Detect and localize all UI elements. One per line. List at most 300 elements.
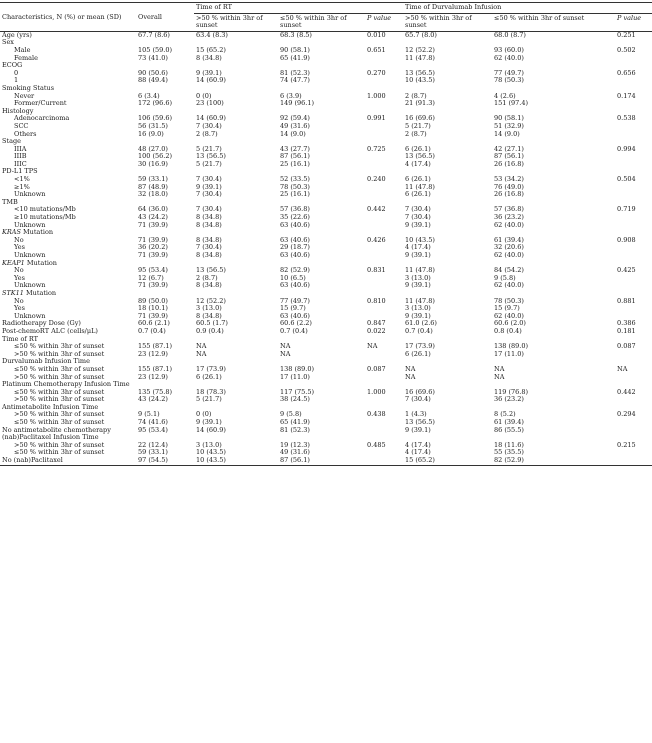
cell-durva-gt50: 2 (8.7)	[405, 91, 427, 100]
cell-p-value-durva	[615, 153, 652, 161]
cell-p-value-durva: 0.502	[617, 45, 636, 54]
cell-durva-le50: 42 (27.1)	[494, 144, 524, 153]
row-label-text: KRAS	[2, 228, 21, 237]
cell-rt-le50: 29 (18.7)	[280, 243, 310, 252]
row-label-suffix: Mutation	[24, 258, 57, 267]
cell-durva-le50: 8 (5.2)	[494, 410, 516, 419]
cell-p-value-durva	[615, 252, 652, 260]
cell-overall: 36 (20.2)	[138, 243, 168, 252]
row-label-text: Yes	[14, 243, 25, 252]
cell-p-value-durva	[615, 351, 652, 359]
cell-overall: 43 (24.2)	[138, 395, 168, 404]
cell-durva-le50: NA	[494, 364, 505, 373]
cell-durva-le50: 84 (54.2)	[494, 266, 524, 275]
cell-overall: 30 (16.9)	[138, 159, 168, 168]
table-row	[0, 184, 652, 192]
cell-durva-gt50: 11 (47.8)	[405, 182, 435, 191]
cell-p-value-durva: 0.504	[617, 175, 636, 184]
cell-durva-gt50: 6 (26.1)	[405, 144, 431, 153]
header-group-row	[0, 3, 652, 14]
cell-rt-le50: 77 (49.7)	[280, 296, 310, 305]
cell-durva-le50: 9 (5.8)	[494, 273, 516, 282]
cell-durva-gt50: 17 (73.9)	[405, 342, 435, 351]
cell-p-value-rt: 0.426	[367, 235, 386, 244]
cell-durva-gt50: 16 (69.6)	[405, 114, 435, 123]
row-label-text: IIIB	[14, 152, 27, 161]
cell-rt-le50: 14 (9.0)	[280, 129, 306, 138]
row-label-text: >50 % within 3hr of sunset	[14, 410, 105, 419]
cell-durva-le50: 60.6 (2.0)	[494, 319, 526, 328]
cell-rt-le50: NA	[280, 342, 291, 351]
cell-durva-gt50: 15 (65.2)	[403, 457, 492, 465]
table-row	[0, 313, 652, 321]
cell-p-value-durva: NA	[617, 364, 628, 373]
cell-durva-gt50: 0.7 (0.4)	[405, 326, 433, 335]
cell-rt-gt50: NA	[196, 342, 207, 351]
table-row	[0, 168, 652, 176]
cell-p-value-rt	[365, 191, 403, 199]
cell-rt-le50: 49 (31.6)	[280, 448, 310, 457]
row-label	[0, 457, 136, 465]
cell-p-value-rt: 0.831	[367, 266, 386, 275]
cell-rt-gt50: 14 (60.9)	[196, 425, 226, 434]
cell-durva-gt50: 11 (47.8)	[405, 53, 435, 62]
cell-durva-le50: 53 (34.2)	[494, 175, 524, 184]
cell-overall: 87 (48.9)	[138, 182, 168, 191]
table-row	[0, 244, 652, 252]
row-label-text: Durvalumab Infusion Time	[2, 357, 90, 366]
cell-rt-gt50: 8 (34.8)	[196, 251, 222, 259]
cell-overall: 105 (59.0)	[138, 45, 173, 54]
cell-durva-le50: NA	[494, 372, 505, 381]
cell-durva-le50: 90 (58.1)	[494, 114, 524, 123]
cell-rt-gt50: 17 (73.9)	[196, 364, 226, 373]
cell-p-value-rt: 0.087	[367, 364, 386, 373]
table-row	[0, 123, 652, 131]
table-row	[0, 55, 652, 63]
cell-durva-le50: 61 (39.4)	[494, 418, 524, 427]
cell-durva-le50	[492, 358, 615, 366]
cell-p-value-rt	[365, 131, 403, 139]
cell-durva-le50: 61 (39.4)	[494, 235, 524, 244]
header-overall: Overall	[136, 13, 194, 31]
cell-rt-le50: 10 (6.5)	[280, 273, 306, 282]
cell-overall: 59 (33.1)	[138, 175, 168, 184]
cell-p-value-durva	[615, 131, 652, 139]
cell-p-value-durva	[615, 77, 652, 85]
cell-rt-le50: 25 (16.1)	[280, 190, 310, 199]
cell-rt-gt50: 18 (78.3)	[196, 387, 226, 396]
cell-rt-gt50: 0.9 (0.4)	[196, 326, 224, 335]
cell-p-value-rt: 0.725	[367, 144, 386, 153]
cell-durva-gt50: 16 (69.6)	[405, 387, 435, 396]
cell-durva-gt50: 65.7 (8.0)	[405, 30, 437, 39]
table-row	[0, 100, 652, 108]
cell-rt-gt50: 7 (30.4)	[196, 175, 222, 184]
table-row	[0, 290, 652, 298]
cell-p-value-rt: 0.810	[367, 296, 386, 305]
cell-durva-gt50: 10 (43.5)	[405, 235, 435, 244]
cell-p-value-durva: 0.719	[617, 205, 636, 214]
row-label-text: Unknown	[14, 220, 46, 229]
cell-rt-le50: 82 (52.9)	[280, 266, 310, 275]
cell-overall: 23 (12.9)	[138, 372, 168, 381]
table-row	[0, 229, 652, 237]
cell-overall: 59 (33.1)	[138, 448, 168, 457]
cell-durva-gt50: 6 (26.1)	[405, 190, 431, 199]
row-label	[0, 31, 136, 39]
cell-p-value-rt: 0.270	[367, 68, 386, 77]
cell-durva-le50: 62 (40.0)	[494, 311, 524, 320]
header-rt-le50: ≤50 % within 3hr of sunset	[278, 13, 365, 31]
cell-rt-le50: 15 (9.7)	[280, 304, 306, 313]
cell-durva-gt50: 6 (26.1)	[405, 349, 431, 358]
table-row	[0, 252, 652, 260]
cell-durva-le50: 151 (97.4)	[494, 99, 529, 108]
cell-p-value-durva: 0.994	[617, 144, 636, 153]
row-label-text: ≥1%	[14, 182, 30, 191]
table-row	[0, 161, 652, 169]
cell-rt-le50: 49 (31.6)	[280, 121, 310, 130]
row-label-text: TMB	[2, 197, 18, 206]
cell-durva-le50: 62 (40.0)	[494, 251, 524, 259]
cell-durva-gt50: 4 (17.4)	[405, 448, 431, 457]
cell-p-value-rt	[365, 427, 403, 435]
row-label-text: Male	[14, 45, 31, 54]
row-label-text: Sex	[2, 38, 14, 47]
cell-overall: 18 (10.1)	[138, 304, 168, 313]
cell-p-value-rt: 0.240	[367, 175, 386, 184]
table-row	[0, 222, 652, 230]
cell-rt-gt50: 63.4 (8.3)	[196, 30, 228, 39]
cell-rt-gt50: 0 (0)	[196, 410, 212, 419]
cell-p-value-durva: 0.251	[617, 30, 636, 39]
cell-durva-le50: 76 (49.0)	[494, 182, 524, 191]
cell-rt-gt50: 10 (43.5)	[194, 457, 278, 465]
cell-durva-gt50: 21 (91.3)	[405, 99, 435, 108]
cell-rt-le50: 92 (59.4)	[280, 114, 310, 123]
row-label-text: Post-chemoRT ALC (cells/μL)	[2, 326, 98, 335]
cell-rt-gt50: 6 (26.1)	[196, 372, 222, 381]
cell-rt-gt50: 9 (39.1)	[196, 182, 222, 191]
table-row	[0, 305, 652, 313]
cell-rt-le50: 65 (41.9)	[280, 418, 310, 427]
header-group-rt: Time of RT	[194, 3, 403, 14]
cell-rt-gt50: 8 (34.8)	[196, 235, 222, 244]
cell-durva-le50: 62 (40.0)	[494, 220, 524, 229]
row-label-text: Unknown	[14, 311, 46, 320]
row-label-text: ≤50 % within 3hr of sunset	[14, 448, 105, 457]
cell-rt-gt50: 8 (34.8)	[196, 53, 222, 62]
row-label-text: Others	[14, 129, 37, 138]
cell-durva-le50: 82 (52.9)	[492, 457, 615, 465]
cell-p-value-rt	[365, 374, 403, 382]
cell-durva-gt50: 12 (52.2)	[405, 45, 435, 54]
row-label-text: IIIC	[14, 159, 27, 168]
row-label-text: Stage	[2, 137, 21, 146]
cell-overall: 71 (39.9)	[138, 220, 168, 229]
cell-rt-le50: 149 (96.1)	[280, 99, 315, 108]
cell-p-value-rt	[365, 305, 403, 313]
cell-rt-le50	[278, 336, 365, 344]
cell-durva-le50: 17 (11.0)	[494, 349, 524, 358]
cell-rt-gt50: NA	[196, 349, 207, 358]
cell-p-value-rt: 0.651	[367, 45, 386, 54]
cell-p-value-durva	[615, 55, 652, 63]
cell-p-value-durva	[615, 123, 652, 131]
cell-rt-le50: 117 (75.5)	[280, 387, 315, 396]
cell-durva-le50: 14 (9.0)	[494, 129, 520, 138]
table-header	[0, 3, 652, 32]
cell-durva-le50: 77 (49.7)	[494, 68, 524, 77]
cell-rt-gt50: 3 (13.0)	[196, 304, 222, 313]
cell-overall: 12 (6.7)	[138, 273, 164, 282]
cell-durva-gt50: 9 (39.1)	[405, 311, 431, 320]
row-label-text: ≤50 % within 3hr of sunset	[14, 418, 105, 427]
cell-rt-gt50: 0 (0)	[196, 91, 212, 100]
cell-p-value-rt	[365, 123, 403, 131]
table-row	[0, 138, 652, 146]
row-label-text: 0	[14, 68, 19, 77]
header-durva-gt50: >50 % within 3hr of sunset	[403, 13, 492, 31]
cell-rt-gt50	[194, 336, 278, 344]
table-row	[0, 131, 652, 139]
cell-rt-gt50: 7 (30.4)	[196, 205, 222, 214]
cell-rt-gt50: 7 (30.4)	[196, 121, 222, 130]
row-label-text: No	[14, 296, 24, 305]
table-row	[0, 39, 652, 47]
cell-rt-gt50: 9 (39.1)	[196, 418, 222, 427]
cell-overall: 16 (9.0)	[138, 129, 164, 138]
cell-durva-le50: 15 (9.7)	[494, 304, 520, 313]
cell-durva-gt50: 5 (21.7)	[405, 121, 431, 130]
row-label-text: Unknown	[14, 281, 46, 290]
cell-durva-le50: 4 (2.6)	[494, 91, 516, 100]
cell-durva-le50: 18 (11.6)	[494, 440, 524, 449]
cell-overall: 23 (12.9)	[138, 349, 168, 358]
row-label-text: No	[14, 235, 24, 244]
cell-rt-gt50: 23 (100)	[196, 99, 224, 108]
cell-rt-le50: 57 (36.8)	[280, 205, 310, 214]
row-label-text: Smoking Status	[2, 83, 55, 92]
row-label-text: ≥10 mutations/Mb	[14, 213, 76, 222]
table-row	[0, 115, 652, 123]
cell-rt-gt50: 5 (21.7)	[196, 144, 222, 153]
cell-rt-le50: 6 (3.9)	[280, 91, 302, 100]
table-row	[0, 62, 652, 70]
cell-p-value-durva	[615, 419, 652, 427]
cell-durva-le50: 32 (20.6)	[494, 243, 524, 252]
cell-rt-gt50: 8 (34.8)	[196, 213, 222, 222]
cell-overall: 71 (39.9)	[138, 251, 168, 259]
cell-p-value-rt	[365, 457, 403, 465]
header-p-value-durva	[615, 13, 652, 31]
cell-p-value-rt: 0.010	[367, 30, 386, 39]
cell-p-value-durva: 0.425	[617, 266, 636, 275]
cell-p-value-durva: 0.215	[617, 440, 636, 449]
cell-p-value-rt	[365, 55, 403, 63]
cell-rt-le50: 63 (40.6)	[280, 251, 310, 259]
row-label-text: PD-L1 TPS	[2, 167, 38, 176]
row-label-text: >50 % within 3hr of sunset	[14, 395, 105, 404]
table-row	[0, 93, 652, 101]
cell-durva-gt50: 11 (47.8)	[405, 296, 435, 305]
cell-durva-gt50: 9 (39.1)	[405, 251, 431, 259]
cell-rt-le50: 63 (40.6)	[280, 220, 310, 229]
cell-p-value-rt	[365, 184, 403, 192]
cell-durva-le50: 86 (55.5)	[494, 425, 524, 434]
header-characteristics: Characteristics, N (%) or mean (SD)	[0, 13, 136, 31]
cell-rt-gt50: 60.5 (1.7)	[196, 319, 228, 328]
row-label-suffix: Mutation	[20, 228, 54, 237]
cell-rt-gt50: 15 (65.2)	[196, 45, 226, 54]
table-row	[0, 85, 652, 93]
row-label-text: Radiotherapy Dose (Gy)	[2, 319, 81, 328]
cell-p-value-rt	[365, 396, 403, 404]
cell-durva-le50: 26 (16.8)	[494, 159, 524, 168]
cell-durva-le50: 55 (35.5)	[494, 448, 524, 457]
row-label-text: Female	[14, 53, 38, 62]
cell-rt-le50: 19 (12.3)	[280, 440, 310, 449]
cell-p-value-durva	[615, 184, 652, 192]
cell-rt-gt50: 13 (56.5)	[196, 266, 226, 275]
cell-durva-le50: 36 (23.2)	[494, 395, 524, 404]
cell-durva-le50: 78 (50.3)	[494, 76, 524, 85]
cell-durva-gt50: 3 (13.0)	[405, 273, 431, 282]
cell-rt-gt50: 7 (30.4)	[196, 243, 222, 252]
cell-rt-le50: 78 (50.3)	[280, 182, 310, 191]
cell-p-value-rt	[365, 351, 403, 359]
cell-p-value-rt	[365, 100, 403, 108]
cell-durva-gt50: 4 (17.4)	[405, 243, 431, 252]
table-row	[0, 176, 652, 184]
row-label-suffix: Mutation	[23, 288, 57, 297]
cell-rt-le50: 60.6 (2.2)	[280, 319, 312, 328]
cell-p-value-durva	[615, 214, 652, 222]
row-label-text: >50 % within 3hr of sunset	[14, 349, 105, 358]
cell-p-value-durva	[615, 396, 652, 404]
cell-durva-le50: 68.0 (8.7)	[494, 30, 526, 39]
cell-p-value-rt	[365, 161, 403, 169]
cell-overall: 95 (53.4)	[138, 425, 168, 434]
cell-rt-gt50: 14 (60.9)	[196, 76, 226, 85]
cell-p-value-durva	[615, 305, 652, 313]
cell-durva-gt50: NA	[405, 364, 416, 373]
table-row	[0, 206, 652, 214]
cell-p-value-durva	[615, 222, 652, 230]
table-row	[0, 146, 652, 154]
cell-overall: 67.7 (8.6)	[138, 30, 170, 39]
cell-p-value-rt: 0.485	[367, 440, 386, 449]
table-body	[0, 31, 652, 465]
table-row	[0, 70, 652, 78]
cell-durva-gt50: 11 (47.8)	[405, 266, 435, 275]
cell-durva-le50: 119 (76.8)	[494, 387, 529, 396]
cell-durva-gt50: 1 (4.3)	[405, 410, 427, 419]
cell-overall: 0.7 (0.4)	[138, 326, 166, 335]
row-label-text: (nab)Paclitaxel Infusion Time	[2, 433, 99, 442]
cell-p-value-durva: 0.656	[617, 68, 636, 77]
cell-durva-le50: 51 (32.9)	[494, 121, 524, 130]
cell-durva-le50: 57 (36.8)	[494, 205, 524, 214]
cell-p-value-durva: 0.908	[617, 235, 636, 244]
cell-overall: 22 (12.4)	[138, 440, 168, 449]
cell-rt-le50: 68.3 (8.5)	[280, 30, 312, 39]
cell-overall: 89 (50.0)	[138, 296, 168, 305]
cell-p-value-rt: 0.991	[367, 114, 386, 123]
row-label-text: SCC	[14, 121, 29, 130]
table-row	[0, 237, 652, 245]
cell-durva-gt50: 13 (56.5)	[405, 68, 435, 77]
row-label-text: No	[14, 266, 24, 275]
cell-rt-gt50: 3 (13.0)	[196, 440, 222, 449]
cell-p-value-rt: 0.847	[367, 319, 386, 328]
cell-p-value-durva: 0.294	[617, 410, 636, 419]
row-label-text: Antimetabolite Infusion Time	[2, 402, 99, 411]
cell-rt-le50: 9 (5.8)	[280, 410, 302, 419]
cell-rt-gt50: 5 (21.7)	[196, 395, 222, 404]
table-row	[0, 31, 652, 39]
cell-rt-gt50: 14 (60.9)	[196, 114, 226, 123]
table-row	[0, 153, 652, 161]
table-row	[0, 214, 652, 222]
cell-rt-gt50: 5 (21.7)	[196, 159, 222, 168]
cell-rt-le50: 52 (33.5)	[280, 175, 310, 184]
cell-durva-gt50: 2 (8.7)	[405, 129, 427, 138]
cell-overall: 32 (18.0)	[138, 190, 168, 199]
cell-overall: 56 (31.5)	[138, 121, 168, 130]
cell-durva-gt50	[403, 358, 492, 366]
cell-durva-le50: 78 (50.3)	[494, 296, 524, 305]
cell-rt-le50: 87 (56.1)	[278, 457, 365, 465]
table-row	[0, 298, 652, 306]
cell-durva-gt50: 6 (26.1)	[405, 175, 431, 184]
table-row	[0, 282, 652, 290]
table-row	[0, 77, 652, 85]
cell-rt-le50: 63 (40.6)	[280, 281, 310, 290]
cell-rt-le50: 81 (52.3)	[280, 68, 310, 77]
cell-p-value-durva	[615, 427, 652, 435]
cell-p-value-durva	[615, 282, 652, 290]
cell-durva-gt50: 7 (30.4)	[405, 213, 431, 222]
header-group-durvalumab: Time of Durvalumab Infusion	[403, 3, 652, 14]
row-label-text: Adenocarcinoma	[14, 114, 70, 123]
row-label-text: Platinum Chemotherapy Infusion Time	[2, 380, 130, 389]
table-row	[0, 351, 652, 359]
row-label-text: Yes	[14, 273, 25, 282]
cell-p-value-durva: 0.181	[617, 326, 636, 335]
cell-durva-le50: 62 (40.0)	[494, 53, 524, 62]
header-p-value-durva-text: P value	[617, 13, 642, 22]
cell-rt-le50: 90 (58.1)	[280, 45, 310, 54]
cell-p-value-durva	[615, 275, 652, 283]
cell-p-value-rt: 0.022	[367, 326, 386, 335]
cell-p-value-durva	[615, 191, 652, 199]
cell-overall: 60.6 (2.1)	[138, 319, 170, 328]
cell-p-value-rt: 1.000	[367, 91, 386, 100]
cell-rt-le50: 65 (41.9)	[280, 53, 310, 62]
cell-overall: 90 (50.6)	[138, 68, 168, 77]
cell-durva-gt50: 3 (13.0)	[405, 304, 431, 313]
cell-overall: 172 (96.6)	[138, 99, 173, 108]
cell-p-value-durva: 0.538	[617, 114, 636, 123]
cell-durva-gt50: 7 (30.4)	[405, 395, 431, 404]
table-row	[0, 47, 652, 55]
row-label-text: ≤50 % within 3hr of sunset	[14, 342, 105, 351]
cell-p-value-rt: 0.438	[367, 410, 386, 419]
cell-durva-gt50: 61.0 (2.6)	[405, 319, 437, 328]
cell-overall: 43 (24.2)	[138, 213, 168, 222]
